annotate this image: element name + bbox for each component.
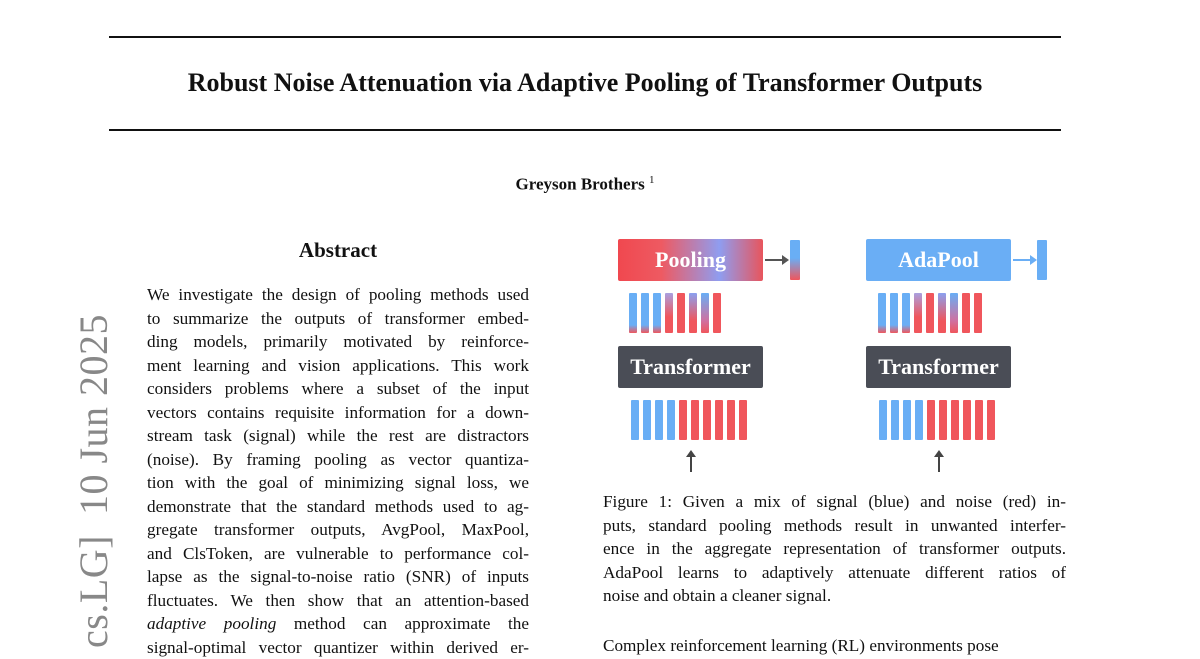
caption-line: AdaPool learns to adaptively attenuate different ratios of [603,561,1066,585]
abstract-line: stream task (signal) while the rest are distractors [147,424,529,448]
output-vector [938,293,946,333]
abstract-italic-term: adaptive pooling [147,614,276,633]
title-rule-top [109,36,1061,38]
noise-input [679,400,687,440]
affiliation-mark: 1 [649,174,655,186]
abstract-line: and ClsToken, are vulnerable to performance col- [147,542,529,566]
signal-input [655,400,663,440]
intro-paragraph: Complex reinforcement learning (RL) environments pose [603,634,1066,658]
transformer-box-right: Transformer [866,346,1011,388]
noise-input [939,400,947,440]
abstract-line: We investigate the design of pooling methods used [147,283,529,307]
abstract-line: vectors contains requisite information for a down- [147,401,529,425]
caption-line: noise and obtain a cleaner signal. [603,584,1066,608]
pooling-arrow-icon [765,259,787,261]
adapool-inputs [879,400,995,440]
title-rule-bottom [109,129,1061,131]
caption-line: puts, standard pooling methods result in unwanted interfer- [603,514,1066,538]
input-arrow-icon [690,456,692,472]
paper-title: Robust Noise Attenuation via Adaptive Pooling of Transformer Outputs [109,66,1061,100]
output-vector [665,293,673,333]
abstract-line: lapse as the signal-to-noise ratio (SNR) of inputs [147,565,529,589]
signal-input [903,400,911,440]
output-vector [962,293,970,333]
caption-line: ence in the aggregate representation of transformer outputs. [603,537,1066,561]
signal-input [879,400,887,440]
output-vector [902,293,910,333]
output-vector [878,293,886,333]
signal-input [631,400,639,440]
output-vector [689,293,697,333]
output-vector [653,293,661,333]
signal-input [891,400,899,440]
output-vector [701,293,709,333]
abstract-line: gregate transformer outputs, AvgPool, MaxPool, [147,518,529,542]
abstract-line: signal-optimal vector quantizer within derived er- [147,636,529,659]
abstract-heading: Abstract [147,238,529,263]
noise-input [691,400,699,440]
abstract-line: ding models, primarily motivated by reinforce- [147,330,529,354]
caption-line: Figure 1: Given a mix of signal (blue) and noise (red) in- [603,490,1066,514]
output-vector [950,293,958,333]
noise-input [927,400,935,440]
pooling-inputs [631,400,747,440]
author-name: Greyson Brothers [516,175,645,194]
figure-1 [603,230,1063,480]
transformer-box-left: Transformer [618,346,763,388]
noise-input [739,400,747,440]
output-vector [974,293,982,333]
abstract-line [147,612,529,636]
arxiv-stamp [0,0,90,648]
abstract-line: demonstrate that the standard methods used to ag- [147,495,529,519]
output-vector [713,293,721,333]
noise-input [963,400,971,440]
author-line [109,174,1061,195]
signal-input [915,400,923,440]
output-vector [926,293,934,333]
signal-input [643,400,651,440]
abstract-line: fluctuates. We then show that an attention-based [147,589,529,613]
adapool-output-bar [1037,240,1047,280]
abstract-line: to summarize the outputs of transformer embed- [147,307,529,331]
noise-input [975,400,983,440]
output-vector [629,293,637,333]
adapool-arrow-icon [1013,259,1035,261]
abstract-line: (noise). By framing pooling as vector quantiza- [147,448,529,472]
abstract-line: considers problems where a subset of the input [147,377,529,401]
pooling-output-bar [790,240,800,280]
signal-input [667,400,675,440]
adapool-box: AdaPool [866,239,1011,281]
adapool-transformer-outputs [878,293,982,333]
abstract-line: ment learning and vision applications. This work [147,354,529,378]
noise-input [727,400,735,440]
output-vector [677,293,685,333]
noise-input [987,400,995,440]
figure-caption [603,490,1066,608]
noise-input [703,400,711,440]
output-vector [890,293,898,333]
input-arrow-icon [938,456,940,472]
pooling-box: Pooling [618,239,763,281]
abstract-body [147,283,529,659]
arxiv-category: cs.LG] [71,535,116,648]
abstract-line: tion with the goal of minimizing signal loss, we [147,471,529,495]
noise-input [715,400,723,440]
noise-input [951,400,959,440]
pooling-transformer-outputs [629,293,721,333]
arxiv-date: 10 Jun 2025 [71,314,116,515]
abstract-line-rest: method can approximate the [276,614,529,633]
output-vector [641,293,649,333]
output-vector [914,293,922,333]
